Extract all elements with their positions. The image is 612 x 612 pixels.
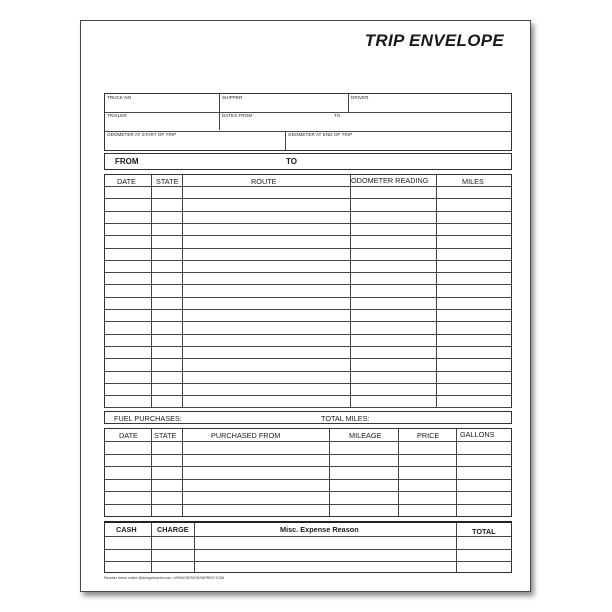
reorder-footer: Reorder forms online @designsnprint.com • WWW.DESIGNSNPRINT.COM [104,576,225,580]
fuel-summary-bar [104,411,512,424]
fuel-table-row-line [105,479,511,480]
trip-table-row-line [105,260,511,261]
dates-from-field[interactable]: DATES FROM [222,113,253,118]
trip-table-row-line [105,284,511,285]
form-title: TRIP ENVELOPE [364,31,504,50]
truck-no-field[interactable]: TRUCK NO [107,95,132,100]
trip-col-date: DATE [117,177,136,186]
fuel-col-mileage: MILEAGE [349,431,382,440]
expense-col-misc-reason: Misc. Expense Reason [280,525,359,534]
trip-col-state: STATE [156,177,179,186]
fuel-purchases-label: FUEL PURCHASES: [114,414,182,423]
dates-to-field[interactable]: TO [334,113,341,118]
fuel-col-price: PRICE [417,431,440,440]
fuel-table-row-line [105,454,511,455]
trip-table-row-line [105,407,511,408]
trip-table-row-line [105,235,511,236]
total-miles-label: TOTAL MILES: [321,414,370,423]
trip-table-row-line [105,309,511,310]
trip-table-row-line [105,272,511,273]
fuel-purchase-table [104,428,512,517]
route-from-to-bar[interactable] [104,153,512,170]
expense-col-cash: CASH [116,525,137,534]
trip-log-table [104,174,512,408]
fuel-table-row-line [105,466,511,467]
expense-table-row-line [105,536,511,537]
trip-table-row-line [105,321,511,322]
fuel-col-purchased-from: PURCHASED FROM [211,431,281,440]
fuel-col-date: DATE [119,431,138,440]
trip-table-row-line [105,223,511,224]
fuel-table-row-line [105,441,511,442]
expense-table [104,521,512,573]
trip-table-row-line [105,371,511,372]
expense-col-charge: CHARGE [157,525,189,534]
trip-table-row-line [105,334,511,335]
expense-col-total: TOTAL [472,527,496,536]
trip-envelope-form [80,20,531,592]
trip-table-row-line [105,346,511,347]
trip-table-row-line [105,395,511,396]
expense-table-row-line [105,561,511,562]
trip-table-row-line [105,248,511,249]
trailer-field[interactable]: TRAILER [107,113,127,118]
from-label: FROM [115,157,139,166]
odometer-start-field[interactable]: ODOMETER AT START OF TRIP [107,132,177,137]
trip-table-row-line [105,297,511,298]
shipper-field[interactable]: SHIPPER [222,95,243,100]
expense-table-row-line [105,549,511,550]
driver-field[interactable]: DRIVER [351,95,369,100]
fuel-table-row-line [105,504,511,505]
trip-col-odometer-reading: ODOMETER READING [351,176,429,185]
fuel-col-gallons: GALLONS [460,430,495,439]
trip-table-row-line [105,186,511,187]
trip-table-row-line [105,198,511,199]
trip-table-row-line [105,358,511,359]
trip-col-miles: MILES [462,177,484,186]
odometer-end-field[interactable]: ODOMETER AT END OF TRIP [288,132,353,137]
trip-table-row-line [105,383,511,384]
header-info-box [104,93,512,151]
to-label: TO [286,157,297,166]
trip-table-row-line [105,211,511,212]
fuel-col-state: STATE [154,431,177,440]
fuel-table-row-line [105,491,511,492]
trip-col-route: ROUTE [251,177,277,186]
